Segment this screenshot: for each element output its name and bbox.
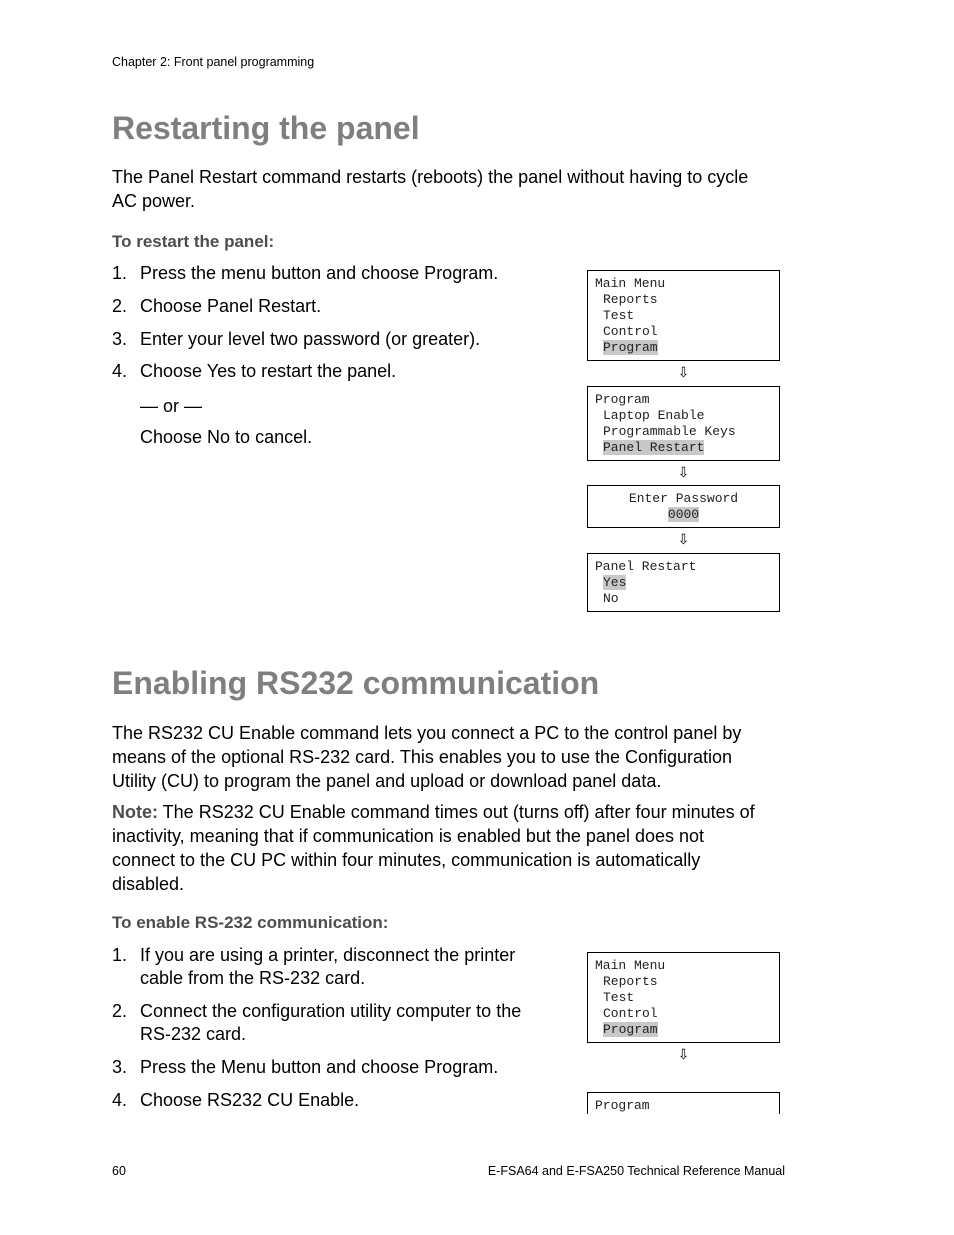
rs232-intro-line: means of the optional RS-232 card. This enables you to use the Configuration	[112, 747, 733, 767]
step-text: Enter your level two password (or greater).	[140, 329, 481, 349]
step-text: Choose RS232 CU Enable.	[140, 1090, 360, 1110]
down-arrow-icon: ⇩	[677, 531, 690, 547]
lcd-program-menu	[587, 386, 780, 461]
step-text: RS-232 card.	[140, 1024, 247, 1044]
page-number: 60	[112, 1164, 126, 1178]
cancel-instruction: Choose No to cancel.	[140, 427, 313, 447]
step-text: cable from the RS-232 card.	[140, 968, 366, 988]
restart-procedure-heading: To restart the panel:	[112, 232, 275, 251]
rs232-intro	[112, 721, 792, 793]
step-number: 3.	[112, 1057, 128, 1077]
lcd-item: Laptop Enable	[603, 408, 705, 423]
lcd-item: No	[603, 591, 619, 606]
step-text: Press the Menu button and choose Program.	[140, 1057, 499, 1077]
step-number: 2.	[112, 1001, 128, 1021]
lcd-panel-restart	[587, 553, 780, 612]
step-text: If you are using a printer, disconnect the printer	[140, 945, 516, 965]
lcd-title: Program	[595, 1098, 650, 1113]
lcd-item: Test	[603, 308, 635, 323]
lcd-item: Reports	[603, 974, 658, 989]
rs232-procedure-heading: To enable RS-232 communication:	[112, 913, 389, 932]
step-text: Choose Panel Restart.	[140, 296, 322, 316]
section-title-restart: Restarting the panel	[112, 110, 420, 146]
or-separator: — or —	[140, 396, 203, 416]
manual-title: E-FSA64 and E-FSA250 Technical Reference Manual	[487, 1164, 785, 1178]
lcd-item: Test	[603, 990, 635, 1005]
lcd-item: Programmable Keys	[603, 424, 736, 439]
step-text: Choose Yes to restart the panel.	[140, 361, 397, 381]
lcd-selected-item: Program	[603, 340, 658, 355]
step-text: Press the menu button and choose Program.	[140, 263, 499, 283]
step-number: 3.	[112, 329, 128, 349]
chapter-header: Chapter 2: Front panel programming	[112, 55, 315, 69]
lcd-main-menu	[587, 270, 780, 361]
lcd-title: Enter Password	[628, 491, 739, 506]
lcd-password-value: 0000	[667, 507, 700, 522]
section-title-rs232: Enabling RS232 communication	[112, 665, 600, 701]
step-number: 1.	[112, 263, 128, 283]
restart-intro	[112, 165, 792, 213]
down-arrow-icon: ⇩	[677, 1046, 690, 1062]
down-arrow-icon: ⇩	[677, 464, 690, 480]
lcd-selected-item: Yes	[603, 575, 627, 590]
step-number: 4.	[112, 361, 128, 381]
lcd-title: Main Menu	[595, 276, 666, 291]
note-text: disabled.	[112, 874, 185, 894]
lcd-program-menu-rs232	[587, 1092, 780, 1114]
down-arrow-icon: ⇩	[677, 364, 690, 380]
lcd-item: Reports	[603, 292, 658, 307]
lcd-selected-item: Program	[603, 1022, 658, 1037]
note-text: inactivity, meaning that if communication is enabled but the panel does not	[112, 826, 705, 846]
note-text: The RS232 CU Enable command times out (turns off) after four minutes of	[158, 802, 755, 822]
restart-intro-line2: AC power.	[112, 191, 196, 211]
step-number: 4.	[112, 1090, 128, 1110]
restart-intro-line1: The Panel Restart command restarts (reboots) the panel without having to cycle	[112, 167, 749, 187]
rs232-intro-line: The RS232 CU Enable command lets you connect a PC to the control panel by	[112, 723, 742, 743]
note-text: connect to the CU PC within four minutes, communication is automatically	[112, 850, 701, 870]
lcd-selected-item: Panel Restart	[603, 440, 705, 455]
lcd-title: Main Menu	[595, 958, 666, 973]
lcd-title: Panel Restart	[595, 559, 697, 574]
step-number: 1.	[112, 945, 128, 965]
step-number: 2.	[112, 296, 128, 316]
lcd-item: Control	[603, 1006, 658, 1021]
step-text: Connect the configuration utility computer to the	[140, 1001, 522, 1021]
rs232-intro-line: Utility (CU) to program the panel and upload or download panel data.	[112, 771, 662, 791]
note-label: Note:	[112, 802, 158, 822]
rs232-note	[112, 800, 792, 896]
lcd-item: Control	[603, 324, 658, 339]
lcd-enter-password	[587, 485, 780, 528]
lcd-title: Program	[595, 392, 650, 407]
lcd-main-menu-rs232	[587, 952, 780, 1043]
